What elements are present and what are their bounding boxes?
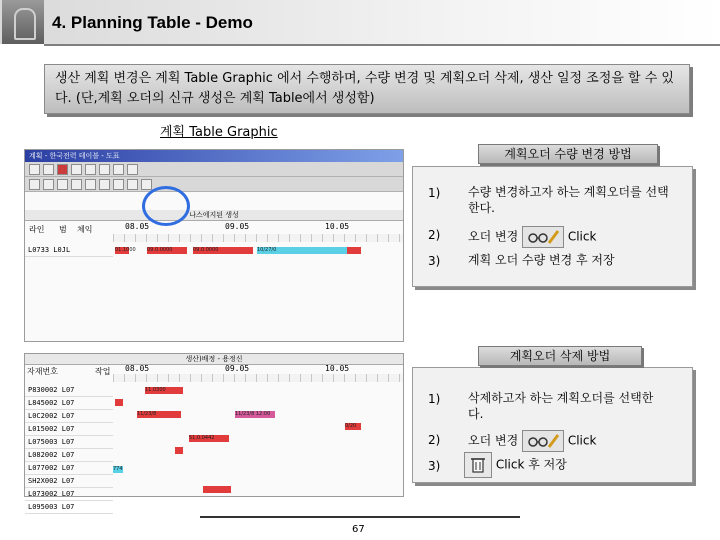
row-label[interactable]: L073002 L07 (25, 488, 113, 501)
window-title-bar: 계획 - 한국전력 테이블 - 도표 (25, 150, 403, 162)
order-bar[interactable]: 11.0300 (145, 387, 183, 394)
order-bar[interactable]: 10/27/0 (257, 247, 349, 254)
step-2-row (468, 430, 596, 452)
row-label[interactable]: L095003 L07 (25, 501, 113, 514)
step-number: 2) (428, 228, 441, 242)
trash-icon (465, 453, 491, 477)
order-bar[interactable]: 01.1000 (115, 247, 136, 253)
step-text: 수량 변경하고자 하는 계획오더를 선택한다. (468, 185, 669, 215)
toolbar-button[interactable] (99, 164, 110, 175)
toolbar-button[interactable] (57, 179, 68, 190)
step-suffix: Click (567, 229, 597, 244)
row-labels (25, 384, 113, 514)
row-label[interactable]: L845002 L07 (25, 397, 113, 410)
period-label: 08.05 (125, 222, 150, 231)
toolbar-button[interactable] (71, 179, 82, 190)
logo-icon (2, 0, 44, 44)
planning-table-screenshot-top (24, 149, 404, 342)
change-order-button[interactable] (522, 226, 564, 248)
order-bar[interactable]: 0/20 (345, 423, 361, 430)
planning-table-screenshot-bottom (24, 353, 404, 511)
toolbar-button[interactable] (71, 164, 82, 175)
toolbar-button[interactable] (113, 164, 124, 175)
toolbar-button[interactable] (29, 179, 40, 190)
page-number: 67 (352, 524, 365, 535)
change-order-button[interactable] (522, 430, 564, 452)
delete-order-button[interactable] (464, 452, 492, 478)
step-text: 오더 변경 (468, 433, 519, 448)
column-header: 라인 (29, 225, 45, 234)
step-number: 1) (428, 392, 441, 406)
chart-header: 생산)배정 - 용정신 (25, 354, 403, 365)
toolbar-button[interactable] (43, 164, 54, 175)
row-label[interactable]: L0C2002 L07 (25, 410, 113, 423)
column-header: 체익 (77, 225, 93, 234)
period-label: 09.05 (225, 222, 250, 231)
toolbar-button[interactable] (29, 164, 40, 175)
row-label[interactable]: SH2X002 L07 (25, 475, 113, 488)
step-2-row (468, 226, 596, 248)
step-number: 2) (428, 433, 441, 447)
order-bar[interactable]: 09.0.0000 (193, 247, 253, 254)
order-bar[interactable] (347, 247, 361, 254)
step-number: 3) (428, 459, 441, 473)
column-header: 범 (59, 225, 67, 234)
footer-rule (200, 516, 520, 518)
toolbar-secondary (25, 177, 403, 192)
period-label: 08.05 (125, 364, 150, 373)
order-bar[interactable]: 11/23/8 12:00 (235, 411, 275, 418)
row-label[interactable]: L082002 L07 (25, 449, 113, 462)
toolbar-button[interactable] (99, 179, 110, 190)
slide-title: 4. Planning Table - Demo (52, 13, 253, 32)
order-bar[interactable] (175, 447, 183, 454)
toolbar-button[interactable] (85, 164, 96, 175)
column-header: 자재번호 (27, 367, 58, 376)
order-bar[interactable] (115, 399, 123, 406)
header-rule (44, 44, 720, 46)
intro-box (44, 64, 690, 114)
toolbar-button[interactable] (113, 179, 124, 190)
order-bar[interactable]: 51,0.0442 (189, 435, 229, 442)
row-label[interactable]: L077002 L07 (25, 462, 113, 475)
step-text: Click 후 저장 (495, 457, 567, 472)
time-scale (113, 234, 403, 242)
order-bar[interactable]: 774 (113, 466, 123, 472)
order-bar[interactable]: 09.0.0000 (147, 247, 187, 254)
row-label[interactable]: L075003 L07 (25, 436, 113, 449)
step-number: 1) (428, 186, 441, 200)
toolbar-button[interactable] (127, 179, 138, 190)
step-text: 계획 오더 수량 변경 후 저장 (468, 253, 615, 267)
change-method-title: 계획오더 수량 변경 방법 (478, 144, 658, 164)
order-bar[interactable]: 11/23/8 (137, 411, 181, 418)
step-text: 삭제하고자 하는 계획오더를 선택한다. (468, 391, 654, 421)
row-label[interactable]: L0733 L0JL (25, 244, 113, 257)
step-number: 3) (428, 254, 441, 268)
toolbar-button[interactable] (43, 179, 54, 190)
time-scale (113, 374, 403, 382)
step-text: 오더 변경 (468, 229, 519, 244)
section-label: 계획 Table Graphic (160, 125, 278, 140)
toolbar (25, 162, 403, 177)
toolbar-button[interactable] (85, 179, 96, 190)
period-label: 10.05 (325, 364, 350, 373)
glasses-pencil-icon (523, 227, 563, 247)
highlight-circle (142, 186, 190, 226)
row-label[interactable]: L015002 L07 (25, 423, 113, 436)
glasses-pencil-icon (523, 431, 563, 451)
period-label: 09.05 (225, 364, 250, 373)
delete-method-title: 계획오더 삭제 방법 (478, 346, 642, 366)
period-label: 10.05 (325, 222, 350, 231)
step-3-row (464, 452, 567, 478)
column-header: 작업 (95, 367, 111, 376)
row-labels (25, 244, 113, 257)
step-suffix: Click (567, 433, 597, 448)
order-bar[interactable] (203, 486, 231, 493)
chart-header: 나스에지된 생성 (25, 210, 403, 221)
intro-text: 생산 계획 변경은 계획 Table Graphic 에서 수행하며, 수량 변경 및 계획오더 삭제, 생산 일정 조정을 할 수 있다. (단,계획 오더의 신규 생성은 계획 Table에서 생성함) (55, 71, 674, 106)
toolbar-button[interactable] (127, 164, 138, 175)
toolbar-button[interactable] (141, 179, 152, 190)
row-label[interactable]: P830002 L07 (25, 384, 113, 397)
toolbar-button[interactable] (57, 164, 68, 175)
